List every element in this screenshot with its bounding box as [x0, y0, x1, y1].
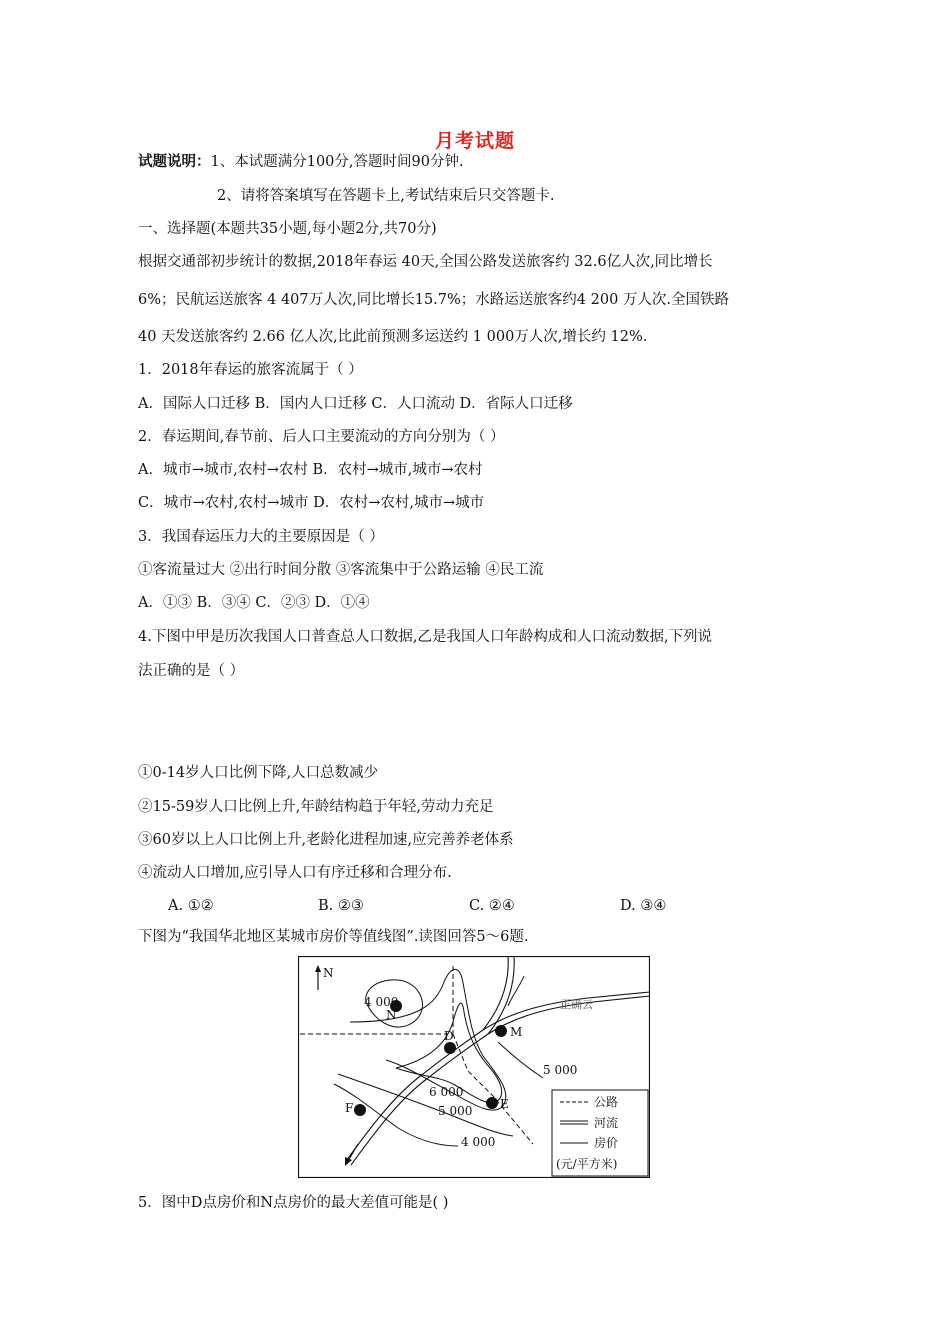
question-4-statement-4: ④流动人口增加,应引导人口有序迁移和合理分布. [138, 865, 452, 881]
question-3-stem: 3．我国春运压力大的主要原因是（ ） [138, 529, 384, 545]
question-4-stem-1: 4.下图中甲是历次我国人口普查总人口数据,乙是我国人口年龄构成和人口流动数据,下列说 [138, 629, 713, 645]
point-e-label: E [500, 1097, 509, 1111]
point-n-label: N [386, 1008, 397, 1022]
point-d-label: D [444, 1029, 454, 1043]
instruction-item-1: 1、本试题满分100分,答题时间90分钟. [210, 154, 464, 170]
question-2-stem: 2．春运期间,春节前、后人口主要流动的方向分别为（ ） [138, 429, 505, 445]
question-1-options: A．国际人口迁移 B．国内人口迁移 C．人口流动 D．省际人口迁移 [138, 396, 573, 412]
question-4-option-a: A. ①② [168, 898, 214, 914]
point-m-marker [495, 1025, 507, 1037]
question-4-statement-1: ①0-14岁人口比例下降,人口总数减少 [138, 765, 379, 781]
map-intro: 下图为“我国华北地区某城市房价等值线图”.读图回答5～6题. [138, 929, 529, 945]
question-4-statement-3: ③60岁以上人口比例上升,老龄化进程加速,应完善养老体系 [138, 832, 514, 848]
legend-river-label: 河流 [594, 1116, 619, 1130]
point-f-marker [354, 1104, 366, 1116]
passage-line-1: 根据交通部初步统计的数据,2018年春运 40天,全国公路发送旅客约 32.6亿人次,同比增长 [138, 254, 713, 270]
question-2-options-cd: C．城市→农村,农村→城市 D．农村→农村,城市→城市 [138, 495, 485, 511]
point-d-marker [444, 1042, 456, 1054]
isoline-label-5000-mid: 5 000 [438, 1104, 473, 1118]
point-e-marker [486, 1097, 498, 1109]
section-heading: 一、选择题(本题共35小题,每小题2分,共70分) [138, 221, 437, 237]
question-4-option-d: D. ③④ [620, 898, 667, 914]
isoline-label-4000-top: 4 000 [364, 995, 399, 1009]
isoline-label-4000-bottom: 4 000 [461, 1135, 496, 1149]
north-label: N [323, 966, 334, 980]
legend-price-label: 房价 [594, 1136, 619, 1150]
watermark-text: 正确云 [560, 998, 593, 1011]
question-3-options: A．①③ B．③④ C．②③ D．①④ [138, 595, 370, 611]
house-price-map [298, 956, 650, 1178]
question-2-options-ab: A．城市→城市,农村→农村 B．农村→城市,城市→农村 [138, 462, 483, 478]
question-4-stem-2: 法正确的是（ ） [138, 663, 245, 679]
point-m-label: M [510, 1025, 523, 1039]
point-f-label: F [345, 1101, 354, 1115]
instructions-label: 试题说明： [138, 153, 211, 170]
question-4-statement-2: ②15-59岁人口比例上升,年龄结构趋于年轻,劳动力充足 [138, 799, 494, 815]
page-title: 月考试题 [434, 130, 515, 152]
isoline-label-6000: 6 000 [429, 1085, 464, 1099]
question-4-option-b: B. ②③ [318, 898, 364, 914]
instruction-item-2: 2、请将答案填写在答题卡上,考试结束后只交答题卡. [217, 188, 555, 204]
passage-line-2: 6%；民航运送旅客 4 407万人次,同比增长15.7%；水路运送旅客约4 200 万人次.全国铁路 [138, 292, 730, 308]
instructions-line-1 [138, 152, 464, 172]
question-3-items: ①客流量过大 ②出行时间分散 ③客流集中于公路运输 ④民工流 [138, 562, 544, 578]
question-5-stem: 5．图中D点房价和N点房价的最大差值可能是( ) [138, 1195, 449, 1211]
question-4-option-c: C. ②④ [469, 898, 515, 914]
isoline-label-5000-right: 5 000 [543, 1063, 578, 1077]
question-1-stem: 1．2018年春运的旅客流属于（ ） [138, 362, 363, 378]
legend-unit-label: (元/平方米) [556, 1157, 618, 1171]
passage-line-3: 40 天发送旅客约 2.66 亿人次,比此前预测多运送约 1 000万人次,增长约 12%. [138, 329, 648, 345]
legend-road-label: 公路 [594, 1095, 619, 1109]
